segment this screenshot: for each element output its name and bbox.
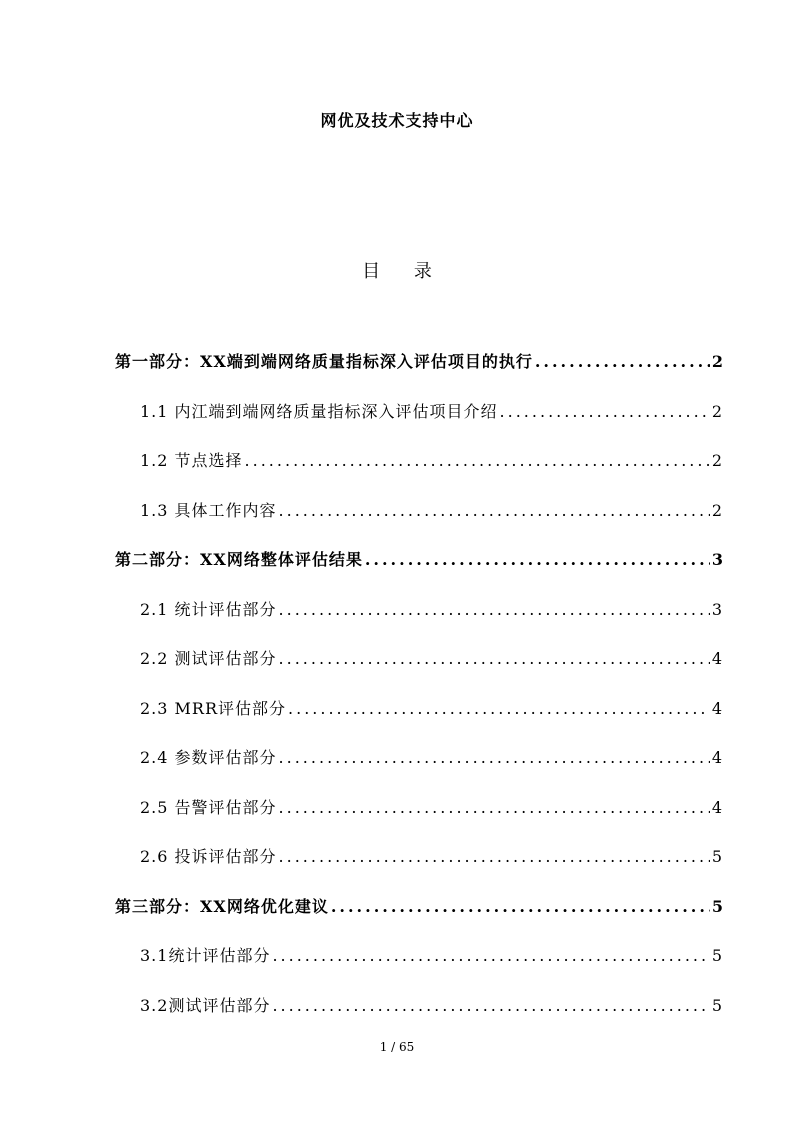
toc-entry[interactable] <box>0 845 722 869</box>
toc-entry[interactable] <box>0 598 722 622</box>
toc-entry[interactable] <box>0 895 723 919</box>
toc-dot-leader <box>331 895 710 919</box>
toc-entry-label: 3.1统计评估部分 <box>140 946 271 965</box>
toc-dot-leader <box>279 845 710 869</box>
toc-entry-label: 2.1 统计评估部分 <box>140 599 277 619</box>
toc-entry-label: 2.2 测试评估部分 <box>140 649 277 668</box>
toc-dot-leader <box>272 944 709 968</box>
toc-entry-page: 3 <box>711 550 723 569</box>
toc-entry-page: 5 <box>711 896 723 916</box>
toc-dot-leader <box>279 746 710 770</box>
toc-entry-label: 2.4 参数评估部分 <box>140 748 277 767</box>
toc-entry-page: 4 <box>711 748 722 767</box>
toc-dot-leader <box>279 647 710 671</box>
toc-entry[interactable] <box>0 746 722 770</box>
toc-dot-leader <box>279 796 710 820</box>
toc-entry[interactable] <box>0 994 722 1018</box>
toc-entry[interactable] <box>0 350 723 374</box>
toc-entry-label: 1.2 节点选择 <box>140 451 243 470</box>
toc-dot-leader <box>272 994 709 1018</box>
toc-entry-page: 4 <box>711 797 722 817</box>
toc-entry-page: 2 <box>711 401 722 421</box>
toc-dot-leader <box>365 548 710 572</box>
toc-dot-leader <box>279 499 710 523</box>
toc-entry[interactable] <box>0 697 722 721</box>
toc-entry-label: 2.6 投诉评估部分 <box>140 847 277 866</box>
toc-dot-leader <box>288 697 710 721</box>
toc-entry-label: 第三部分：XX网络优化建议 <box>115 896 329 916</box>
toc-dot-leader <box>245 449 710 473</box>
toc-entry-page: 5 <box>711 847 722 866</box>
toc-entry[interactable] <box>0 499 722 523</box>
toc-entry-label: 1.3 具体工作内容 <box>140 500 277 520</box>
toc-entry[interactable] <box>0 400 722 424</box>
toc-dot-leader <box>279 598 710 622</box>
toc-entry-label: 第一部分：XX端到端网络质量指标深入评估项目的执行 <box>115 352 533 371</box>
toc-entry-label: 第二部分：XX网络整体评估结果 <box>115 550 363 569</box>
page-number: 1 / 65 <box>379 1040 415 1054</box>
toc-entry-page: 4 <box>711 698 722 718</box>
toc-entry-page: 2 <box>711 451 722 470</box>
toc-entry[interactable] <box>0 796 722 820</box>
toc-entry[interactable] <box>0 548 723 572</box>
toc-entry-label: 2.5 告警评估部分 <box>140 797 277 817</box>
toc-entry[interactable] <box>0 449 722 473</box>
toc-entry-page: 4 <box>711 649 722 668</box>
toc-entry-page: 5 <box>711 995 722 1015</box>
toc-entry[interactable] <box>0 944 722 968</box>
toc-entry-page: 5 <box>711 946 722 965</box>
toc-dot-leader <box>535 350 710 374</box>
toc-entry-page: 3 <box>711 599 722 619</box>
toc-entry-page: 2 <box>711 500 722 520</box>
toc-dot-leader <box>500 400 710 424</box>
toc-heading: 目 录 <box>362 261 446 282</box>
toc-entry[interactable] <box>0 647 722 671</box>
document-title: 网优及技术支持中心 <box>320 111 474 130</box>
toc-entry-label: 1.1 内江端到端网络质量指标深入评估项目介绍 <box>140 401 498 421</box>
toc-entry-label: 3.2测试评估部分 <box>140 995 271 1015</box>
toc-entry-label: 2.3 MRR评估部分 <box>140 698 287 718</box>
toc-entry-page: 2 <box>711 352 723 371</box>
